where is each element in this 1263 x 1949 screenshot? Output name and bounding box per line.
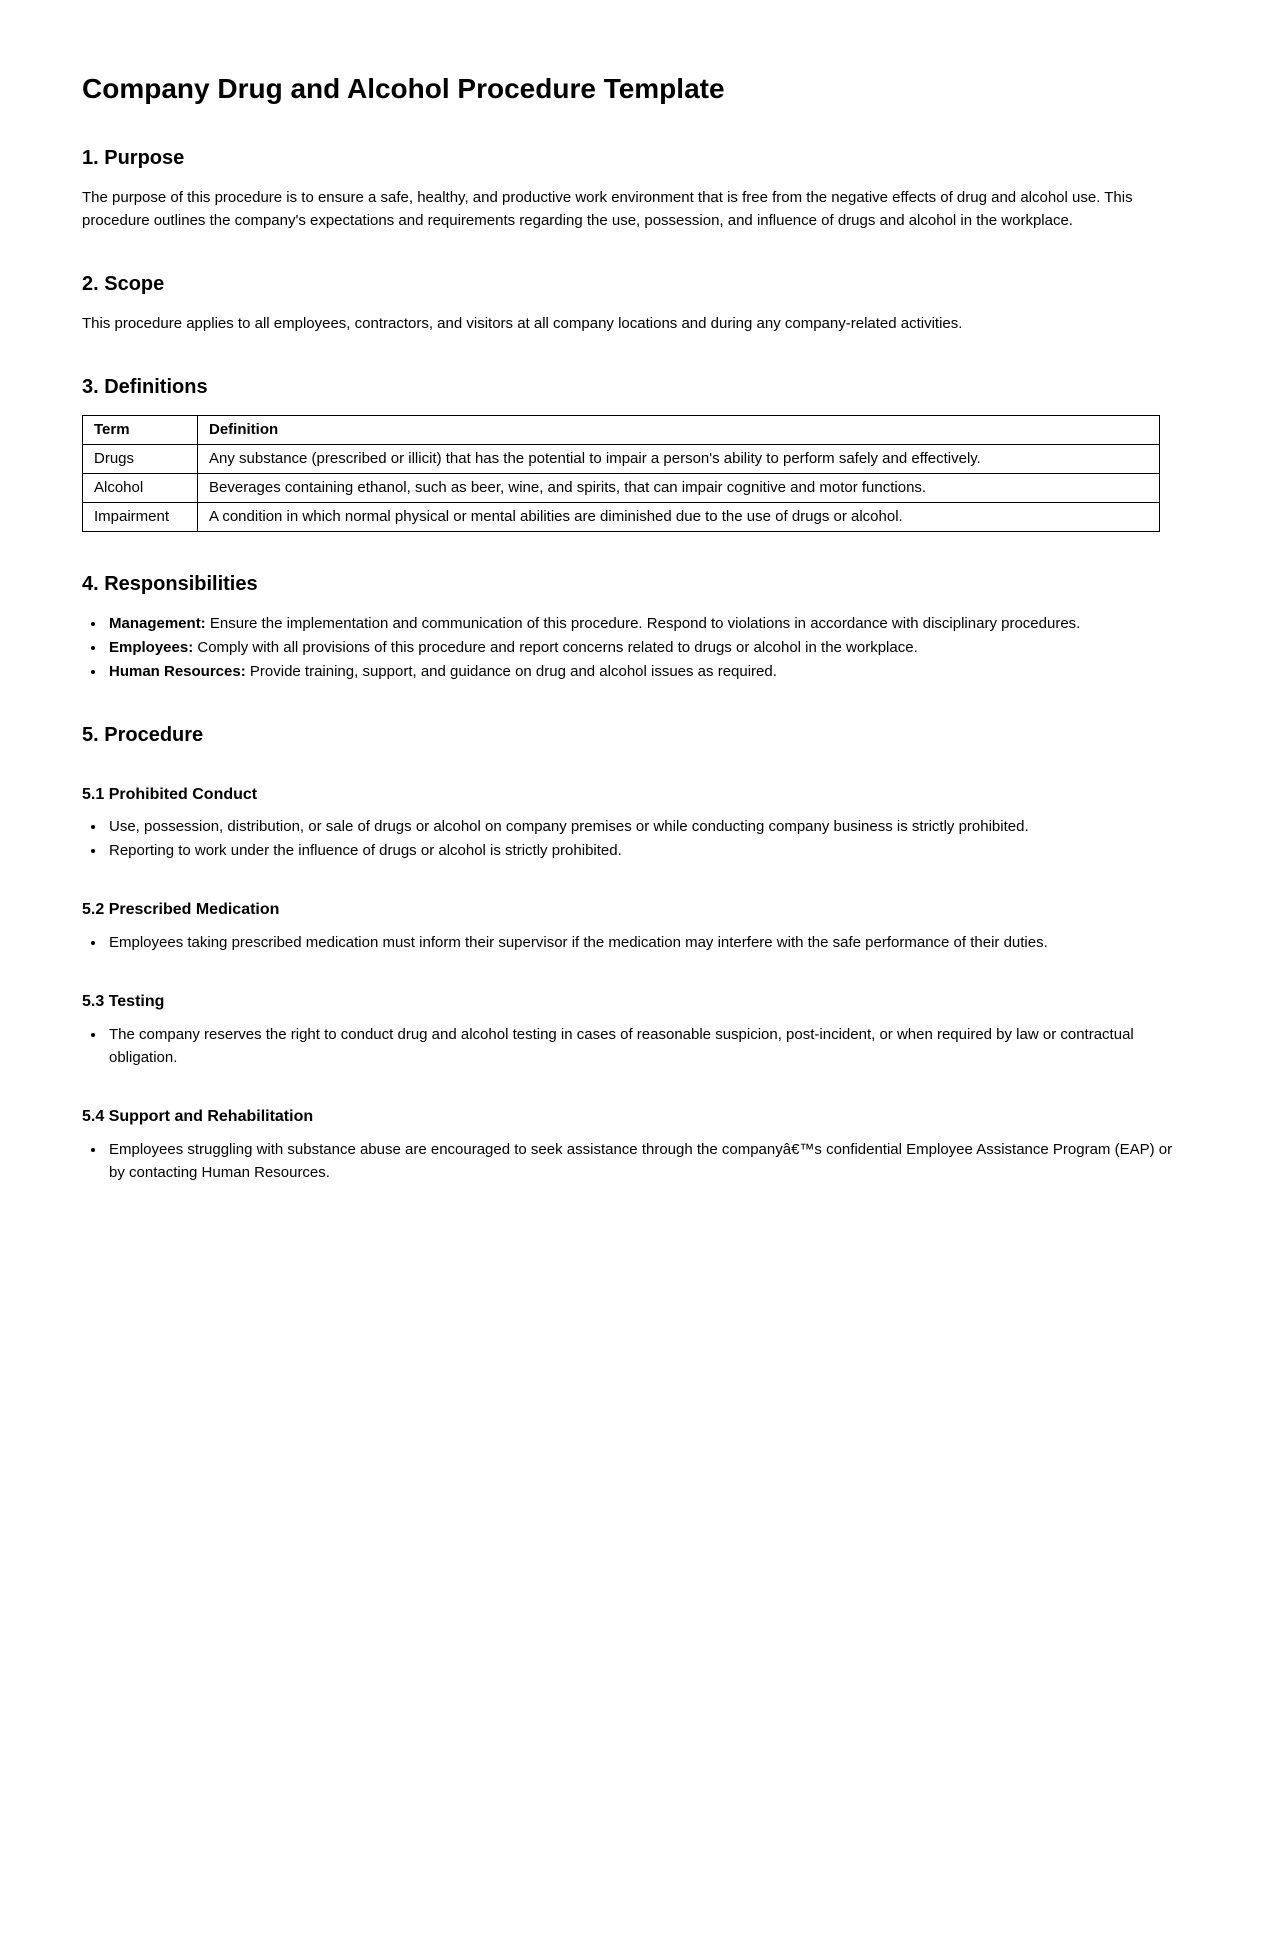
procedure-heading: 5. Procedure [82,723,204,746]
subsection-heading-testing: 5.3 Testing [82,993,165,1011]
responsibility-text: Ensure the implementation and communication of this procedure. Respond to violations in accordance with disciplinary procedures. [209,614,1081,632]
responsibilities-heading: 4. Responsibilities [82,572,258,595]
term-cell: Alcohol [83,473,198,502]
testing-list [82,1023,1181,1069]
section-scope [82,272,1181,335]
column-header-term: Term [83,415,198,444]
subsection-heading-prohibited-conduct: 5.1 Prohibited Conduct [82,785,258,803]
prohibited-conduct-list [82,815,1181,862]
responsibility-label: Employees: [109,638,194,656]
table-row [83,473,1160,502]
prescribed-medication-list [82,931,1181,954]
responsibility-item [106,636,1181,659]
list-item: • The company reserves the right to conduct drug and alcohol testing in cases of reasonable suspicion, post-incident, or when required by law or contractual obligation. [106,1023,1181,1069]
section-procedure [82,723,1181,1184]
term-cell: Impairment [83,502,198,531]
definition-cell: Any substance (prescribed or illicit) that has the potential to impair a person's ability to perform safely and effectively. [198,444,1160,473]
list-item: • Use, possession, distribution, or sale of drugs or alcohol on company premises or while conducting company business is strictly prohibited. [106,815,1181,838]
definition-cell: Beverages containing ethanol, such as beer, wine, and spirits, that can impair cognitive and motor functions. [198,473,1160,502]
scope-heading: 2. Scope [82,272,165,295]
responsibility-label: Human Resources: [109,662,246,680]
list-item: • Employees struggling with substance abuse are encouraged to seek assistance through the companyâ€™s confidential Employee Assistance Program (EAP) or by contacting Human Resources. [106,1138,1181,1184]
support-rehabilitation-list [82,1138,1181,1184]
table-row [83,444,1160,473]
column-header-definition: Definition [198,415,1160,444]
subsection-heading-prescribed-medication: 5.2 Prescribed Medication [82,901,280,919]
responsibility-item [106,612,1181,635]
purpose-heading: 1. Purpose [82,146,185,169]
subsection-heading-support-rehabilitation: 5.4 Support and Rehabilitation [82,1107,314,1125]
list-item: • Reporting to work under the influence of drugs or alcohol is strictly prohibited. [106,839,1181,862]
section-purpose [82,146,1181,232]
responsibilities-list [82,612,1181,683]
section-responsibilities [82,572,1181,683]
list-item: • Employees taking prescribed medication must inform their supervisor if the medication may interfere with the safe performance of their duties. [106,931,1181,954]
definition-cell: A condition in which normal physical or mental abilities are diminished due to the use of drugs or alcohol. [198,502,1160,531]
definitions-heading: 3. Definitions [82,375,208,398]
table-row [83,502,1160,531]
responsibility-item [106,660,1181,683]
definitions-table [82,415,1160,532]
scope-body: This procedure applies to all employees, contractors, and visitors at all company locations and during any company-related activities. [82,314,963,332]
responsibility-label: Management: [109,614,206,632]
section-definitions [82,375,1181,532]
table-header-row [83,415,1160,444]
term-cell: Drugs [83,444,198,473]
responsibility-text: Comply with all provisions of this procedure and report concerns related to drugs or alcohol in the workplace. [197,638,918,656]
responsibility-text: Provide training, support, and guidance on drug and alcohol issues as required. [249,662,777,680]
document-title: Company Drug and Alcohol Procedure Template [82,73,725,104]
purpose-body: The purpose of this procedure is to ensure a safe, healthy, and productive work environment that is free from the negative effects of drug and alcohol use. This procedure outlines the company's expectations and requirements regarding the use, possession, and influence of drugs and alcohol in the workplace. [82,188,1133,229]
